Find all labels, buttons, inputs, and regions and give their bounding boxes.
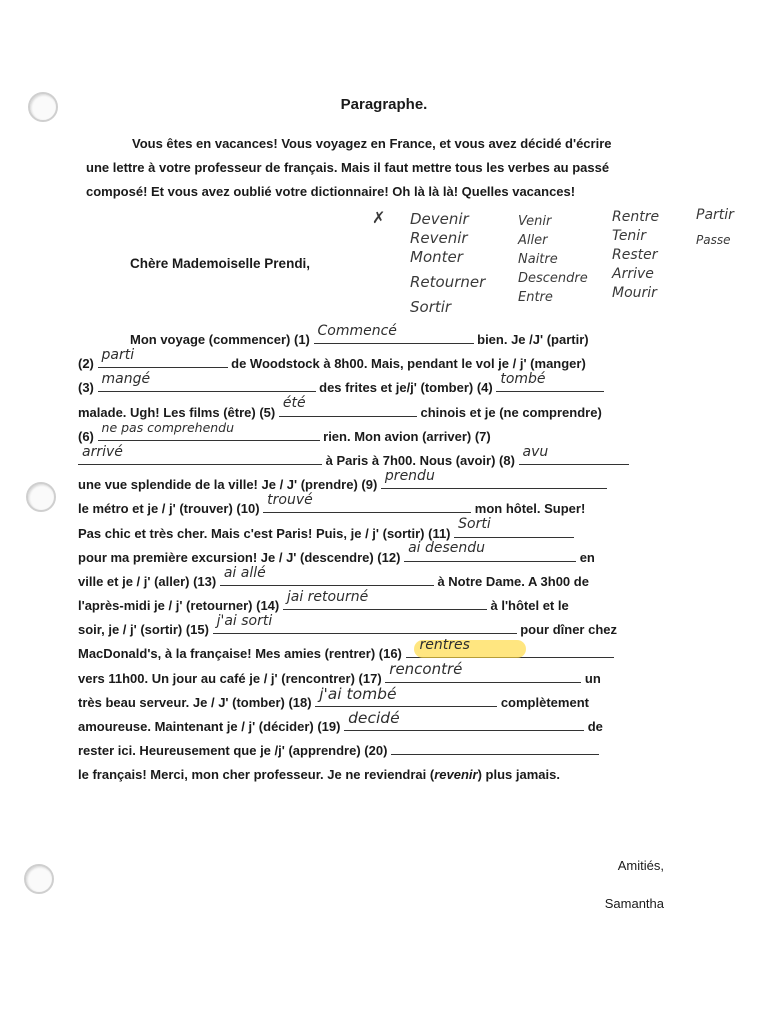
handwritten-answer: decidé	[348, 708, 400, 727]
answer-blank-7	[78, 443, 322, 465]
handwritten-answer: prendu	[384, 467, 435, 484]
answer-blank-15	[213, 613, 517, 634]
scribble-mark: ✗	[372, 210, 386, 227]
handwritten-answer: ne pas comprehendu	[101, 419, 235, 435]
handwritten-answer: ai desendu	[408, 540, 486, 557]
answer-blank-13	[220, 564, 434, 586]
paragraph-line: très beau serveur. Je / J' (tomber) (18) j'ai tombé complètement	[78, 691, 682, 715]
intro-line-1: Vous êtes en vacances! Vous voyagez en France, et vous avez décidé d'écrire	[132, 136, 612, 151]
verb-note: Sortir	[410, 298, 452, 316]
paragraph-line: pour ma première excursion! Je / J' (descendre) (12) ai desendu en	[78, 546, 682, 570]
handwritten-answer: rencontré	[389, 660, 463, 679]
answer-blank-17	[385, 660, 581, 683]
handwritten-answer: Commencé	[317, 322, 397, 339]
intro-line-2: une lettre à votre professeur de français. Mais il faut mettre tous les verbes au passé	[86, 160, 610, 175]
answer-blank-2	[98, 346, 228, 368]
punch-hole-middle	[26, 482, 56, 512]
handwritten-answer: j'ai sorti	[216, 613, 273, 630]
handwritten-answer: avu	[522, 443, 549, 460]
handwritten-answer: rentres	[419, 637, 470, 654]
answer-blank-12	[404, 540, 576, 562]
handwritten-answer: trouvé	[267, 492, 313, 509]
handwritten-answer: ai allé	[223, 564, 266, 581]
answer-blank-11	[454, 516, 574, 538]
answer-blank-1	[314, 322, 474, 344]
handwritten-answer: jai retourné	[286, 588, 369, 605]
verb-note: Aller	[518, 233, 548, 248]
answer-blank-6	[98, 419, 320, 441]
verb-note: Descendre	[518, 271, 588, 286]
page-title: Paragraphe.	[340, 96, 428, 113]
paragraph-line: rester ici. Heureusement que je /j' (apprendre) (20)	[78, 739, 682, 763]
paragraph-line: vers 11h00. Un jour au café je / j' (rencontrer) (17) rencontré un	[78, 667, 682, 691]
paragraph-line: malade. Ugh! Les films (être) (5) été chinois et je (ne comprendre)	[78, 401, 682, 425]
handwritten-answer: été	[282, 395, 306, 412]
verb-note: Tenir	[612, 228, 646, 244]
handwritten-answer: parti	[101, 346, 135, 363]
verb-note: Entre	[518, 290, 553, 305]
answer-blank-14	[283, 588, 487, 610]
verb-notes-col3	[612, 208, 659, 303]
paragraph-line: ville et je / j' (aller) (13) ai allé à Notre Dame. A 3h00 de	[78, 570, 682, 594]
answer-blank-16	[406, 637, 614, 658]
paragraph-line: le français! Merci, mon cher professeur. Je ne reviendrai (revenir) plus jamais.	[78, 767, 560, 783]
handwritten-answer: Sorti	[458, 516, 491, 533]
answer-blank-8	[519, 443, 629, 465]
verb-note: Retourner	[410, 273, 486, 291]
verb-note: Mourir	[612, 285, 657, 301]
signature: Samantha	[604, 896, 664, 911]
verb-notes-col1	[410, 210, 485, 317]
verb-note: Partir	[696, 207, 734, 223]
closing: Amitiés,	[617, 858, 664, 873]
intro-line-3: composé! Et vous avez oublié votre dictionnaire! Oh là là là! Quelles vacances!	[86, 184, 576, 199]
answer-blank-3	[98, 371, 316, 392]
handwritten-answer: j'ai tombé	[319, 684, 397, 703]
paragraph-line: Mon voyage (commencer) (1) Commencé bien. Je /J' (partir)	[78, 328, 682, 352]
paragraph-line: Pas chic et très cher. Mais c'est Paris! Puis, je / j' (sortir) (11) Sorti	[78, 522, 682, 546]
instructions	[86, 132, 676, 204]
answer-blank-20	[391, 739, 599, 755]
answer-blank-18	[315, 684, 497, 707]
handwritten-answer: mangé	[101, 371, 151, 388]
verb-note: Rentre	[612, 209, 660, 225]
verb-note: Revenir	[410, 229, 468, 247]
answer-blank-10	[263, 492, 471, 513]
verb-notes-col4	[696, 206, 734, 250]
paragraph-line: (2) parti de Woodstock à 8h00. Mais, pendant le vol je / j' (manger)	[78, 352, 682, 376]
paragraph-line: le métro et je / j' (trouver) (10) trouvé mon hôtel. Super!	[78, 497, 682, 521]
verb-note: Monter	[410, 248, 463, 266]
paragraph-line: MacDonald's, à la française! Mes amies (rentrer) (16) rentres	[78, 642, 682, 666]
verb-note: Devenir	[410, 210, 469, 228]
verb-note: Venir	[518, 214, 552, 229]
paragraph-line: arrivé à Paris à 7h00. Nous (avoir) (8) avu	[78, 449, 682, 473]
answer-blank-19	[344, 708, 584, 731]
handwritten-answer: tombé	[500, 371, 546, 388]
verb-notes-col2	[518, 212, 588, 307]
verb-note: Passe	[696, 233, 731, 247]
answer-blank-4	[496, 371, 604, 392]
answer-blank-9	[381, 467, 607, 489]
punch-hole-bottom	[24, 864, 54, 894]
verb-note: Rester	[612, 247, 658, 263]
salutation: Chère Mademoiselle Prendi,	[130, 256, 311, 271]
paragraph-line: (6) ne pas comprehendu rien. Mon avion (arriver) (7)	[78, 425, 682, 449]
letter-paragraph	[78, 322, 682, 788]
verb-note: Arrive	[612, 266, 654, 282]
paragraph-line: soir, je / j' (sortir) (15) j'ai sorti pour dîner chez	[78, 618, 682, 642]
paragraph-line: une vue splendide de la ville! Je / J' (prendre) (9) prendu	[78, 473, 682, 497]
answer-blank-5	[279, 395, 417, 417]
verb-note: Naitre	[518, 252, 558, 267]
handwritten-answer: arrivé	[82, 443, 123, 460]
paragraph-line: l'après-midi je / j' (retourner) (14) jai retourné à l'hôtel et le	[78, 594, 682, 618]
paragraph-line: (3) mangé des frites et je/j' (tomber) (4) tombé	[78, 376, 682, 400]
paragraph-line: amoureuse. Maintenant je / j' (décider) (19) decidé de	[78, 715, 682, 739]
